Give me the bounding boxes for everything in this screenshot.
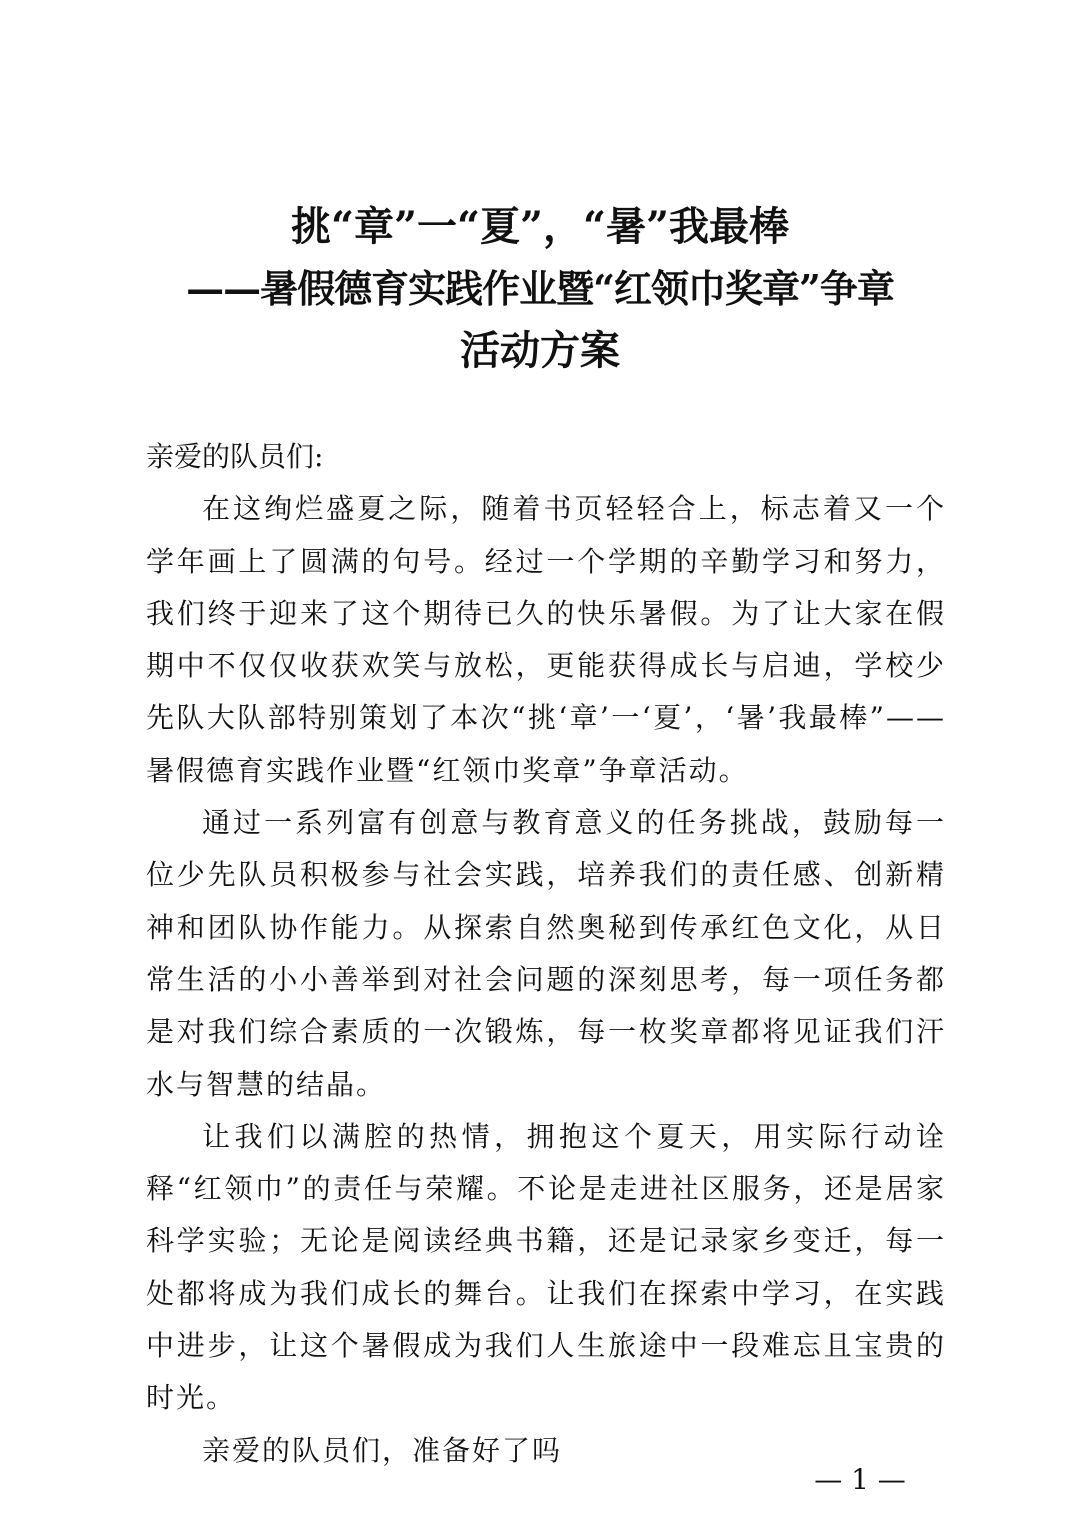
page-number: — 1 — <box>814 1463 906 1496</box>
title-line-3: 活动方案 <box>460 327 620 374</box>
paragraph-3: 让我们以满腔的热情，拥抱这个夏天，用实际行动诠释“红领巾”的责任与荣耀。不论是走进社区服务，还是居家科学实验；无论是阅读经典书籍，还是记录家乡变迁，每一处都将成为我们成长的舞台。让我们在探索中学习，在实践中进步，让这个暑假成为我们人生旅途中一段难忘且宝贵的时光。 <box>146 1119 946 1415</box>
paragraph-4: 亲爱的队员们，准备好了吗 <box>202 1433 563 1467</box>
paragraph-2: 通过一系列富有创意与教育意义的任务挑战，鼓励每一位少先队员积极参与社会实践，培养我们的责任感、创新精神和团队协作能力。从探索自然奥秘到传承红色文化，从日常生活的小小善举到对社会问题的深刻思考，每一项任务都是对我们综合素质的一次锻炼，每一枚奖章都将见证我们汗水与智慧的结晶。 <box>146 806 946 1101</box>
title-line-1: 挑“章”一“夏”，“暑”我最棒 <box>290 203 790 250</box>
document-body <box>146 431 946 1477</box>
document-title <box>120 196 960 382</box>
salutation: 亲爱的队员们: <box>146 440 324 473</box>
title-line-2: ——暑假德育实践作业暨“红领巾奖章”争章 <box>186 266 894 311</box>
paragraph-1: 在这绚烂盛夏之际，随着书页轻轻合上，标志着又一个学年画上了圆满的句号。经过一个学期的辛勤学习和努力，我们终于迎来了这个期待已久的快乐暑假。为了让大家在假期中不仅仅收获欢笑与放松，更能获得成长与启迪，学校少先队大队部特别策划了本次“挑‘章’一‘夏’，‘暑’我最棒”——暑假德育实践作业暨“红领巾奖章”争章活动。 <box>146 492 946 787</box>
